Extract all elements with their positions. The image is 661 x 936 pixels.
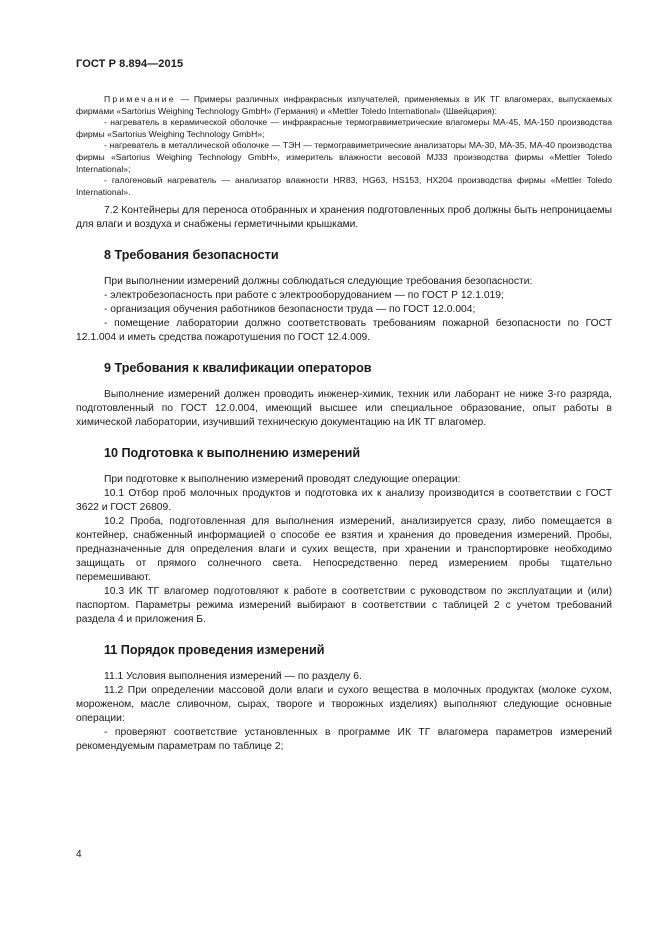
- page-content: [76, 94, 612, 754]
- paragraph: - проверяют соответствие установленных в программе ИК ТГ влагомера параметров измерений рекомендуемым параметрам по таблице 2;: [76, 727, 612, 753]
- paragraph: Выполнение измерений должен проводить инженер-химик, техник или лаборант не ниже 3-го разряда, подготовленный по ГОСТ 12.0.004, имеющий высшее или специальное образование, опыт работы в химической лаборатории, изучивший техническую документацию на ИК ТГ влагомер.: [76, 389, 612, 429]
- body-7: [76, 204, 612, 232]
- section-10-heading: 10 Подготовка к выполнению измерений: [104, 446, 361, 461]
- note-item: - нагреватель в керамической оболочке — инфракрасные термогравиметрические влагомеры МА-45, МА-150 производства фирмы «Sartorius Weighing Technology GmbH»;: [76, 117, 612, 139]
- paragraph: - организация обучения работников безопасности труда — по ГОСТ 12.0.004;: [104, 304, 476, 316]
- note-intro: Примечание — Примеры различных инфракрасных излучателей, применяемых в ИК ТГ влагомерах, выпускаемых фирмами «Sartorius Weighing Technology GmbH» (Германия) и «Mettler Toledo International» (Швейцария):: [76, 94, 612, 116]
- paragraph: При выполнении измерений должны соблюдаться следующие требования безопасности:: [104, 276, 533, 288]
- note-item: - нагреватель в металлической оболочке — ТЭН — термогравиметрические анализаторы МА-30, МА-35, МА-40 производства фирмы «Sartorius Weighing Technology GmbH», измеритель влажности весовой MJ33 производства фирмы «Mettler Toledo International»;: [76, 140, 612, 174]
- section-11-body: [76, 670, 612, 754]
- note-label: Примечание: [104, 94, 176, 104]
- paragraph: - электробезопасность при работе с электрооборудованием — по ГОСТ Р 12.1.019;: [104, 290, 504, 302]
- paragraph: 10.3 ИК ТГ влагомер подготовляют к работе в соответствии с руководством по эксплуатации и (или) паспортом. Параметры режима измерений выбирают в соответствии с таблицей 2 с учетом требований раздела 4 и приложения Б.: [76, 586, 612, 626]
- section-8-heading: 8 Требования безопасности: [104, 248, 279, 263]
- document-header: ГОСТ Р 8.894—2015: [76, 58, 184, 70]
- section-10-body: [76, 473, 612, 627]
- paragraph: 10.1 Отбор проб молочных продуктов и подготовка их к анализу производится в соответствии с ГОСТ 3622 и ГОСТ 26809.: [76, 488, 612, 514]
- paragraph: - помещение лаборатории должно соответствовать требованиям пожарной безопасности по ГОСТ 12.1.004 и иметь средства пожаротушения по ГОСТ 12.4.009.: [76, 318, 612, 344]
- paragraph: 11.1 Условия выполнения измерений — по разделу 6.: [104, 671, 362, 683]
- section-11-heading: 11 Порядок проведения измерений: [104, 643, 325, 658]
- section-8-body: [76, 275, 612, 345]
- paragraph-7-2: 7.2 Контейнеры для переноса отобранных и хранения подготовленных проб должны быть непроницаемы для влаги и воздуха и снабжены герметичными крышками.: [76, 205, 612, 231]
- paragraph: 11.2 При определении массовой доли влаги и сухого вещества в молочных продуктах (молоке сухом, мороженом, масле сливочном, сырах, твороге и творожных изделиях) выполняют следующие основные операции:: [76, 685, 612, 725]
- paragraph: 10.2 Проба, подготовленная для выполнения измерений, анализируется сразу, либо помещается в контейнер, снабженный информацией о способе ее взятия и хранения до проведения измерений. Пробы, предназначенные для определения влаги и сухих веществ, при хранении и транспортировке необходимо защищать от прямого солнечного света. Непосредственно перед измерением пробы тщательно перемешивают.: [76, 516, 612, 584]
- note-block: [76, 94, 612, 198]
- section-9-body: [76, 388, 612, 430]
- paragraph: При подготовке к выполнению измерений проводят следующие операции:: [104, 474, 461, 486]
- page-number: 4: [76, 849, 82, 860]
- section-9-heading: 9 Требования к квалификации операторов: [104, 361, 372, 376]
- note-item: - галогеновый нагреватель — анализатор влажности HR83, HG63, HS153, HX204 производства фирмы «Mettler Toledo International».: [76, 175, 612, 197]
